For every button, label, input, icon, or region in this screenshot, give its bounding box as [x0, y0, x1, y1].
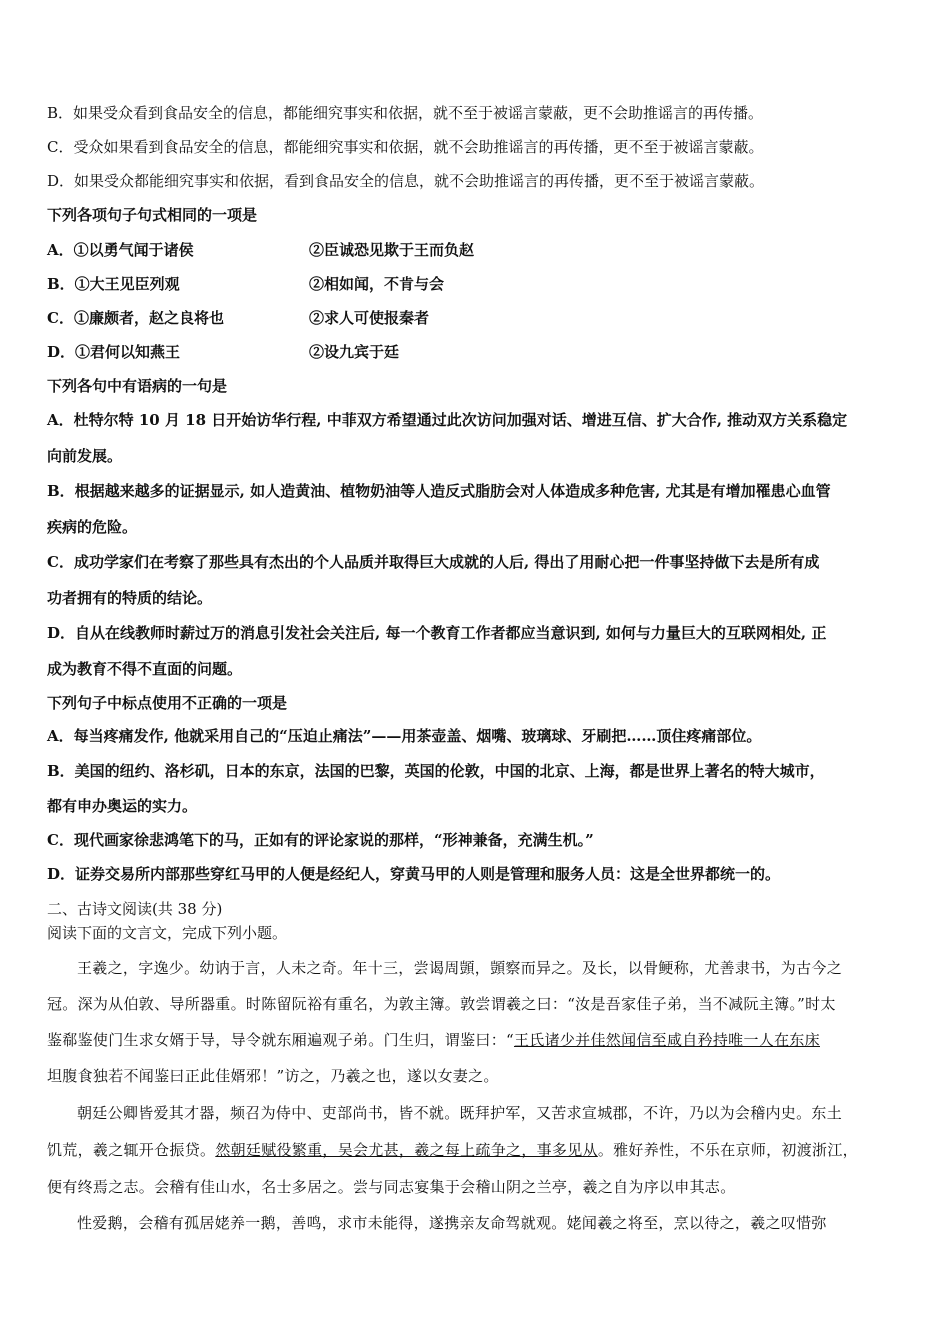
syntax-option-b [47, 274, 917, 294]
section-heading: 二、古诗文阅读(共 38 分) [47, 900, 223, 918]
grammar-question-stem: 下列各句中有语病的一句是 [47, 377, 228, 395]
grammar-option-c-cont: 功者拥有的特质的结论。 [47, 589, 213, 607]
passage-p2-line3: 便有终焉之志。会稽有佳山水，名士多居之。尝与同志宴集于会稽山阴之兰亭，羲之自为序以申其志。 [47, 1178, 736, 1196]
syntax-option-c-2: ②求人可使报秦者 [309, 309, 430, 327]
grammar-option-a-cont: 向前发展。 [47, 447, 123, 465]
punct-option-b-cont: 都有申办奥运的实力。 [47, 797, 198, 815]
syntax-option-d-1: D．①君何以知燕王 [47, 343, 181, 361]
prev-option-b: B．如果受众看到食品安全的信息，都能细究事实和依据，就不至于被谣言蒙蔽，更不会助推谣言的再传播。 [47, 104, 764, 122]
grammar-option-c: C．成功学家们在考察了那些具有杰出的个人品质并取得巨大成就的人后, 得出了用耐心把一件事坚持做下去是所有成 [47, 553, 820, 571]
grammar-option-b: B．根据越来越多的证据显示, 如人造黄油、植物奶油等人造反式脂肪会对人体造成多种危害, 尤其是有增加罹患心血管 [47, 482, 831, 500]
passage-p2-line2-end: 。雅好养性，不乐在京师，初渡浙江， [597, 1141, 858, 1159]
syntax-option-a-2: ②臣诚恐见欺于王而负赵 [309, 241, 475, 259]
passage-p2-line1: 朝廷公卿皆爱其才器，频召为侍中、吏部尚书，皆不就。既拜护军，又苦求宣城郡，不许，乃以为会稽内史。东土 [77, 1104, 843, 1122]
passage-p2-line2 [47, 1140, 917, 1160]
punct-option-b: B．美国的纽约、洛杉矶，日本的东京，法国的巴黎，英国的伦敦，中国的北京、上海，都是世界上著名的特大城市， [47, 762, 825, 780]
prev-option-c: C．受众如果看到食品安全的信息，都能细究事实和依据，就不会助推谣言的再传播，更不至于被谣言蒙蔽。 [47, 138, 764, 156]
prev-option-d: D．如果受众都能细究事实和依据，看到食品安全的信息，就不会助推谣言的再传播，更不至于被谣言蒙蔽。 [47, 172, 765, 190]
punct-option-a: A．每当疼痛发作, 他就采用自己的“压迫止痛法”——用茶壶盖、烟嘴、玻璃球、牙刷把……顶住疼痛部位。 [47, 727, 762, 745]
syntax-option-a [47, 240, 917, 260]
passage-p1-line3 [47, 1030, 917, 1050]
underlined-sentence-1: 王氏诸少并佳然闻信至咸自矜持唯一人在东床 [513, 1031, 820, 1049]
passage-p1-line4: 坦腹食独若不闻鉴曰正此佳婿邪！”访之，乃羲之也，遂以女妻之。 [47, 1067, 499, 1085]
syntax-option-d [47, 342, 917, 362]
section-instruction: 阅读下面的文言文，完成下列小题。 [47, 924, 288, 942]
grammar-option-a: A．杜特尔特 10 月 18 日开始访华行程, 中菲双方希望通过此次访问加强对话、增进互信、扩大合作, 推动双方关系稳定 [47, 411, 848, 429]
grammar-option-d: D．自从在线教师时薪过万的消息引发社会关注后, 每一个教育工作者都应当意识到, 如何与力量巨大的互联网相处, 正 [47, 624, 827, 642]
syntax-option-d-2: ②设九宾于廷 [309, 343, 400, 361]
grammar-option-d-cont: 成为教育不得不直面的问题。 [47, 660, 243, 678]
syntax-option-c-1: C．①廉颇者，赵之良将也 [47, 309, 224, 327]
passage-p3-line1: 性爱鹅，会稽有孤居姥养一鹅，善鸣，求市未能得，遂携亲友命驾就观。姥闻羲之将至，烹以待之，羲之叹惜弥 [77, 1214, 827, 1232]
punct-question-stem: 下列句子中标点使用不正确的一项是 [47, 694, 288, 712]
syntax-option-a-1: A．①以勇气闻于诸侯 [47, 241, 194, 259]
punct-option-c: C．现代画家徐悲鸿笔下的马，正如有的评论家说的那样，“形神兼备，充满生机。” [47, 831, 594, 849]
grammar-option-b-cont: 疾病的危险。 [47, 518, 138, 536]
passage-p1-line2: 冠。深为从伯敦、导所器重。时陈留阮裕有重名，为敦主簿。敦尝谓羲之曰：“汝是吾家佳子弟，当不减阮主簿。”时太 [47, 995, 836, 1013]
passage-p2-line2-start: 饥荒，羲之辄开仓振贷。 [47, 1141, 216, 1159]
syntax-option-b-2: ②相如闻，不肯与会 [309, 275, 445, 293]
passage-p1-line1: 王羲之，字逸少。幼讷于言，人未之奇。年十三，尝谒周顗，顗察而异之。及长，以骨鲠称，尤善隶书，为古今之 [77, 959, 843, 977]
syntax-option-b-1: B．①大王见臣列观 [47, 275, 180, 293]
passage-p1-line3-text: 鉴郗鉴使门生求女婿于导，导令就东厢遍观子弟。门生归，谓鉴曰：“ [47, 1031, 514, 1049]
underlined-sentence-2: 然朝廷赋役繁重，吴会尤甚，羲之每上疏争之，事多见从 [215, 1141, 598, 1159]
syntax-option-c [47, 308, 917, 328]
punct-option-d: D．证券交易所内部那些穿红马甲的人便是经纪人，穿黄马甲的人则是管理和服务人员：这是全世界都统一的。 [47, 865, 781, 883]
syntax-question-stem: 下列各项句子句式相同的一项是 [47, 206, 258, 224]
